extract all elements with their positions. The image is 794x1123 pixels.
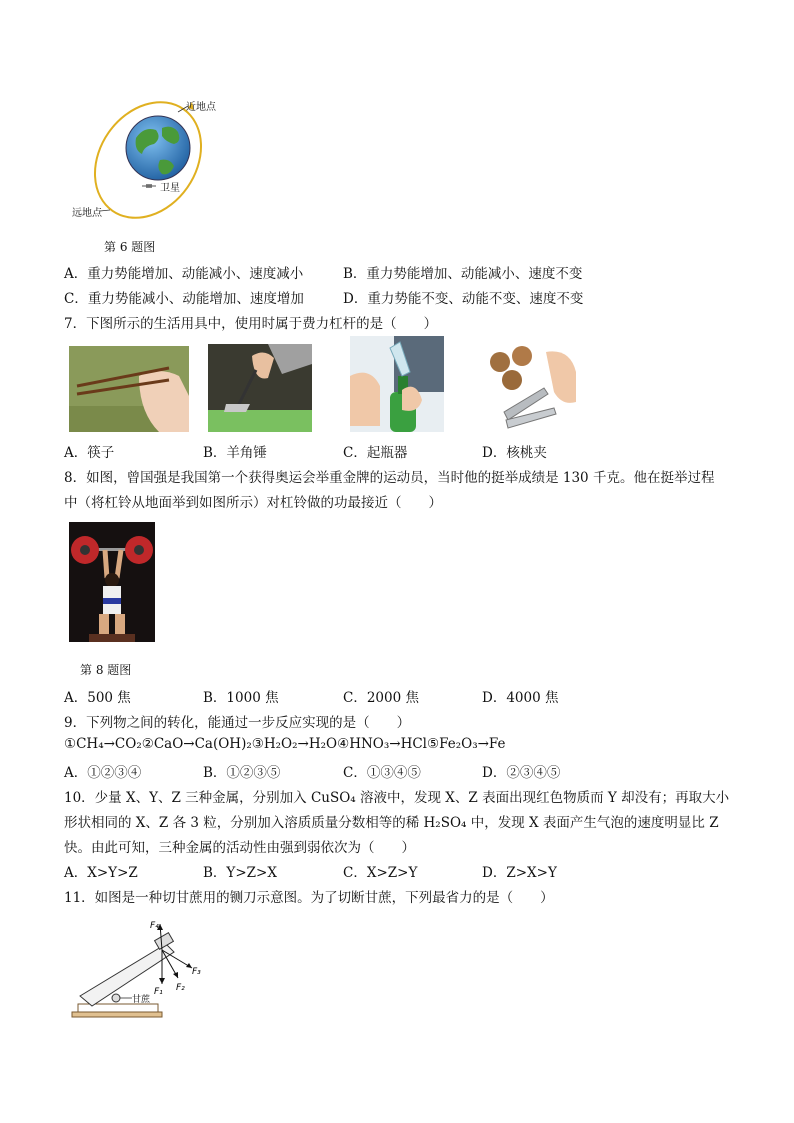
q9-option-a: A．①②③④ [64,765,142,781]
q10-option-b: B．Y>Z>X [203,865,277,881]
q8-option-b: B．1000 焦 [203,690,279,706]
claw-hammer-photo [208,344,312,432]
force-f3-label: F₃ [192,967,201,977]
q10-line2: 形状相同的 X、Z 各 3 粒，分别加入溶质质量分数相等的稀 H₂SO₄ 中，发现 X 表面产生气泡的速度明显比 Z [64,815,719,831]
guillotine-cutter-figure [70,914,210,1024]
earth-orbit-figure [70,98,240,223]
force-f2-label: F₂ [176,983,185,993]
weightlifter-photo [69,522,155,642]
near-point-label: 近地点 [186,102,216,113]
sugarcane-label: 甘蔗 [132,995,151,1005]
q6-option-a: A．重力势能增加、动能减小、速度减小 [64,266,304,282]
q6-option-c: C．重力势能减小、动能增加、速度增加 [64,291,304,307]
satellite-icon [142,184,156,188]
q8-option-d: D．4000 焦 [482,690,559,706]
q10-option-d: D．Z>X>Y [482,865,557,881]
q7-option-c: C．起瓶器 [343,445,408,461]
q9-option-c: C．①③④⑤ [343,765,421,781]
q9-option-b: B．①②③⑤ [203,765,281,781]
q8-option-c: C．2000 焦 [343,690,419,706]
q8-option-a: A．500 焦 [64,690,131,706]
q7-option-d: D．核桃夹 [482,445,547,461]
q8-stem-line1: 8．如图，曾国强是我国第一个获得奥运会举重金牌的运动员，当时他的挺举成绩是 130 千克。他在挺举过程 [64,470,715,486]
q7-option-b: B．羊角锤 [203,445,267,461]
q6-figure-caption: 第 6 题图 [104,240,156,254]
q11-stem: 11．如图是一种切甘蔗用的铡刀示意图。为了切断甘蔗，下列最省力的是（ ） [64,890,554,906]
q9-reactions: ①CH₄→CO₂②CaO→Ca(OH)₂③H₂O₂→H₂O④HNO₃→HCl⑤Fe₂O₃→Fe [64,736,506,752]
earth-icon [126,116,190,180]
q9-option-d: D．②③④⑤ [482,765,561,781]
q9-stem: 9．下列物之间的转化，能通过一步反应实现的是（ ） [64,715,411,731]
far-point-label: 远地点 [72,208,102,219]
q10-line3: 快。由此可知，三种金属的活动性由强到弱依次为（ ） [64,840,415,856]
q6-option-b: B．重力势能增加、动能减小、速度不变 [343,266,583,282]
q10-option-a: A．X>Y>Z [64,865,138,881]
force-f1-label: F₁ [154,987,163,997]
q10-line1: 10．少量 X、Y、Z 三种金属，分别加入 CuSO₄ 溶液中，发现 X、Z 表面出现红色物质而 Y 却没有；再取大小 [64,790,730,806]
nutcracker-photo [486,346,578,432]
satellite-label: 卫星 [160,183,180,194]
q10-option-c: C．X>Z>Y [343,865,418,881]
chopsticks-photo [69,346,189,432]
q7-stem: 7．下图所示的生活用具中，使用时属于费力杠杆的是（ ） [64,316,438,332]
bottle-opener-photo [350,336,444,432]
force-f4-label: F₄ [150,921,159,931]
q8-figure-caption: 第 8 题图 [80,663,132,677]
q7-option-a: A．筷子 [64,445,115,461]
q8-stem-line2: 中（将杠铃从地面举到如图所示）对杠铃做的功最接近（ ） [64,495,442,511]
q6-option-d: D．重力势能不变、动能不变、速度不变 [343,291,584,307]
